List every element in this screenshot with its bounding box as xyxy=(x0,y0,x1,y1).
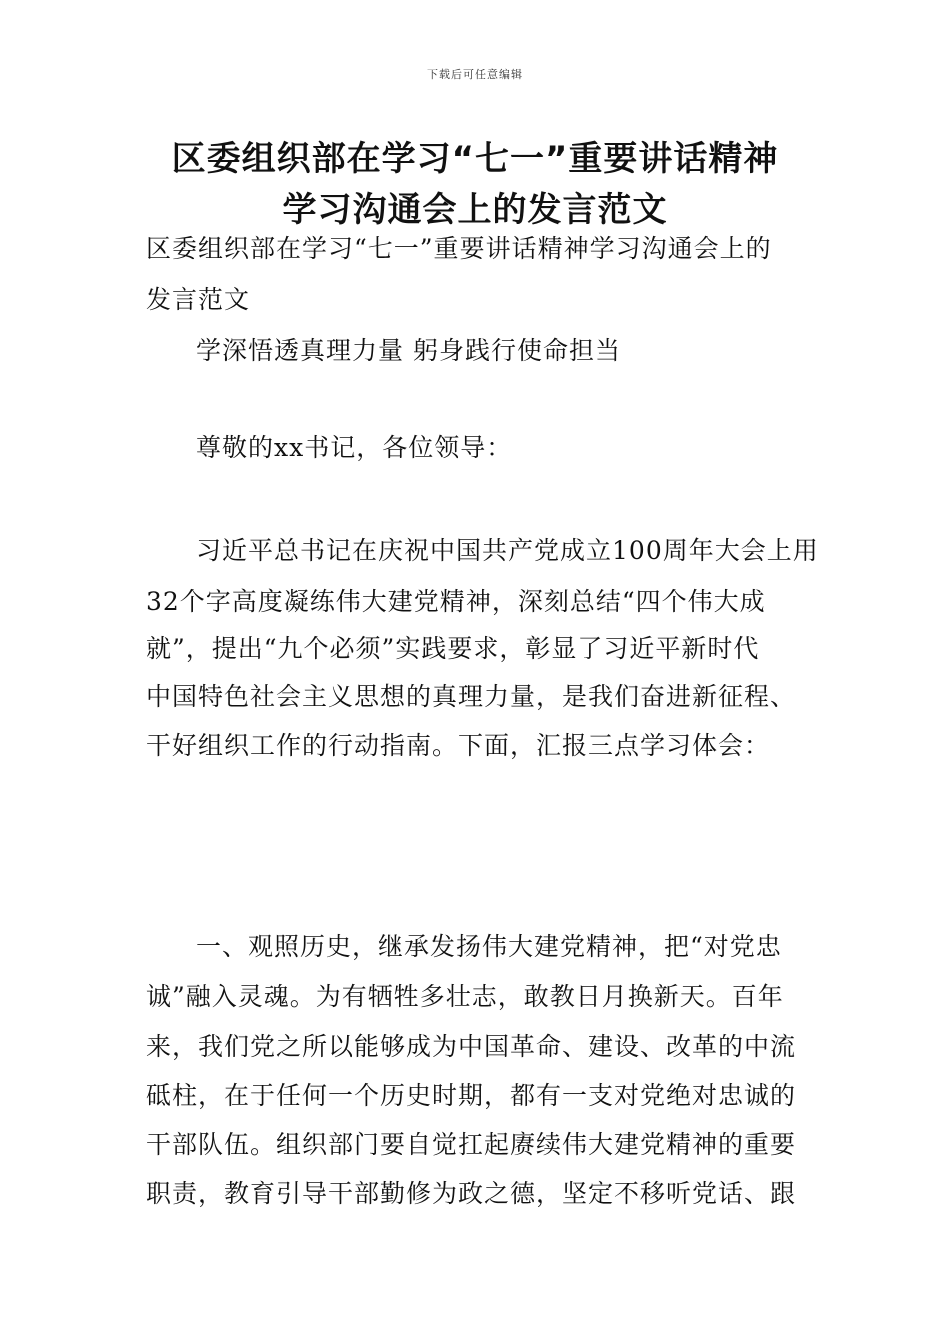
paragraph-2-line-2: 诚”融入灵魂。为有牺牲多壮志，敢教日月换新天。百年 xyxy=(146,982,784,1011)
paragraph-1-line-3: 就”，提出“九个必须”实践要求，彰显了习近平新时代 xyxy=(146,634,760,663)
document-title-line-1: 区委组织部在学习“七一”重要讲话精神 xyxy=(171,139,779,179)
paragraph-2-line-1: 一、观照历史，继承发扬伟大建党精神，把“对党忠 xyxy=(196,932,782,961)
paragraph-1-line-2: 32个字高度凝练伟大建党精神，深刻总结“四个伟大成 xyxy=(146,587,766,616)
paragraph-1-line-1: 习近平总书记在庆祝中国共产党成立100周年大会上用 xyxy=(196,536,819,565)
theme-line: 学深悟透真理力量 躬身践行使命担当 xyxy=(196,336,621,365)
header-note: 下载后可任意编辑 xyxy=(427,68,523,81)
subtitle-line-1: 区委组织部在学习“七一”重要讲话精神学习沟通会上的 xyxy=(146,234,772,263)
paragraph-2-line-6: 职责，教育引导干部勤修为政之德，坚定不移听党话、跟 xyxy=(146,1179,797,1208)
paragraph-2-line-5: 干部队伍。组织部门要自觉扛起赓续伟大建党精神的重要 xyxy=(146,1130,797,1159)
paragraph-1-line-4: 中国特色社会主义思想的真理力量，是我们奋进新征程、 xyxy=(146,682,797,711)
paragraph-2-line-3: 来，我们党之所以能够成为中国革命、建设、改革的中流 xyxy=(146,1032,797,1061)
paragraph-1-line-5: 干好组织工作的行动指南。下面，汇报三点学习体会： xyxy=(146,731,771,760)
subtitle-line-2: 发言范文 xyxy=(146,285,251,314)
paragraph-2-line-4: 砥柱，在于任何一个历史时期，都有一支对党绝对忠诚的 xyxy=(146,1081,797,1110)
greeting: 尊敬的xx书记，各位领导： xyxy=(196,433,513,462)
document-title-line-2: 学习沟通会上的发言范文 xyxy=(282,190,668,230)
